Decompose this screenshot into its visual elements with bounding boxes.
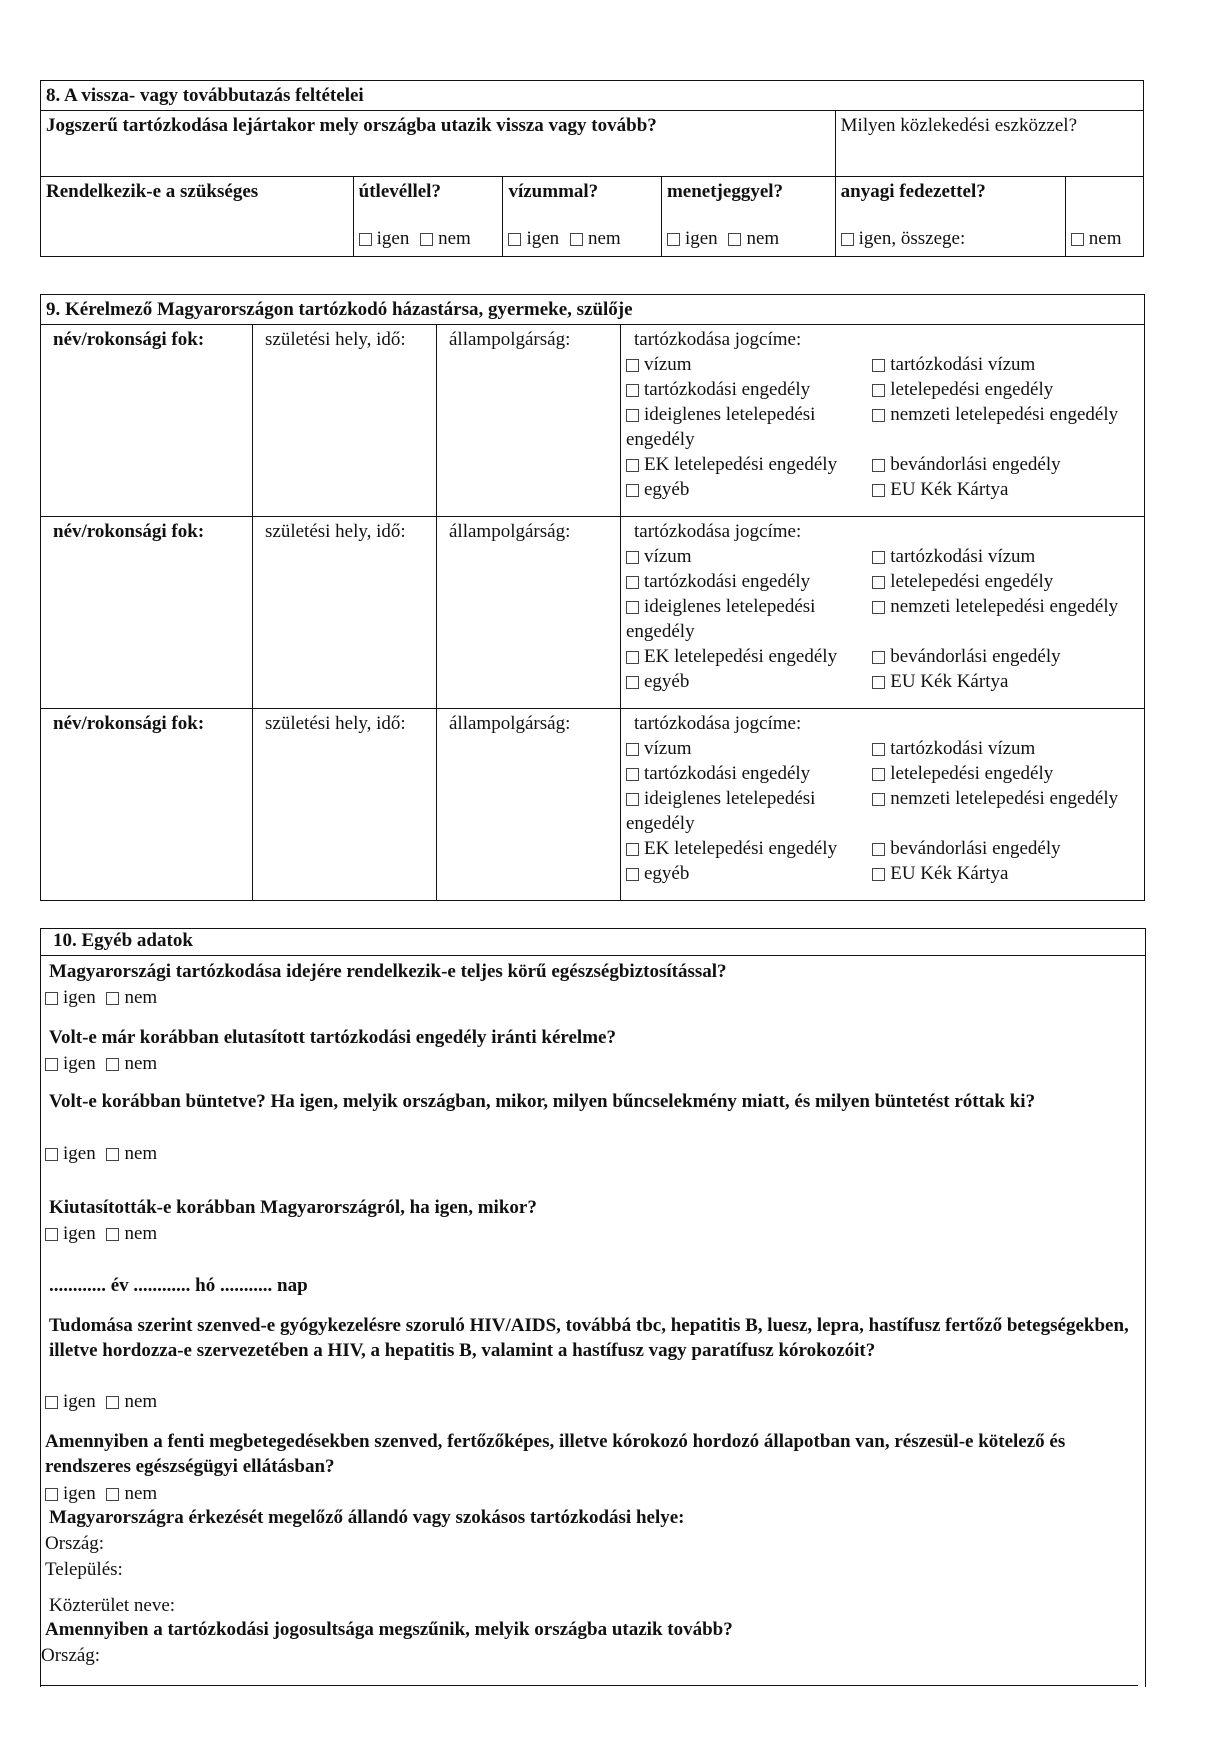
criminal-record-options [45,1141,1135,1166]
rejected-yes-label: igen [63,1053,96,1074]
passport-no-label: nem [438,228,471,249]
health-insurance-question: Magyarországi tartózkodása idejére rendelkezik-e teljes körű egészségbiztosítással? [49,961,727,982]
residence-option[interactable]: egyéb [626,861,872,886]
disease-no-label: nem [124,1391,158,1412]
section-9-table [40,294,1145,901]
treatment-no-label: nem [124,1483,158,1504]
expulsion-options [45,1221,1135,1246]
disease-no-checkbox[interactable] [106,1396,119,1409]
funds-no-option [1071,226,1138,251]
residence-options [626,544,1139,694]
residence-option[interactable]: ideiglenes letelepedési engedély [626,404,816,450]
ticket-label: menetjeggyel? [666,181,784,202]
relative-name-label: név/rokonsági fok: [41,709,253,901]
residence-option[interactable]: EK letelepedési engedély [626,836,872,861]
residence-option[interactable]: bevándorlási engedély [872,452,1139,477]
expulsion-yes-label: igen [63,1223,96,1244]
rejected-no-label: nem [124,1053,158,1074]
relative-row [41,517,1145,709]
visa-label: vízummal? [508,181,599,202]
ticket-yes-label: igen [684,228,718,249]
ticket-no-label: nem [746,228,780,249]
onward-country-question: Amennyiben a tartózkodási jogosultsága megszűnik, melyik országba utazik tovább? [45,1619,733,1640]
previous-street-field[interactable]: Közterület neve: [49,1595,176,1616]
section-10-title: 10. Egyéb adatok [53,930,193,951]
section-9-title: 9. Kérelmező Magyarországon tartózkodó házastársa, gyermeke, szülője [41,295,1145,325]
visa-no-checkbox[interactable] [570,233,583,246]
section-10 [40,928,1146,1687]
disease-yes-checkbox[interactable] [45,1396,58,1409]
expulsion-date-field[interactable]: ............ év ............ hó ........... nap [49,1275,308,1296]
funds-yes-checkbox[interactable] [841,233,854,246]
residence-option[interactable]: bevándorlási engedély [872,644,1139,669]
residence-option[interactable]: EU Kék Kártya [872,669,1139,694]
section-8-title: 8. A vissza- vagy továbbutazás feltételei [41,81,1144,111]
residence-option[interactable]: vízum [626,352,872,377]
health-insurance-options [45,985,1135,1010]
ticket-cell [661,177,835,257]
residence-option[interactable]: egyéb [626,477,872,502]
residence-option[interactable]: egyéb [626,669,872,694]
passport-label: útlevéllel? [358,181,441,202]
residence-option[interactable]: tartózkodási engedély [626,569,872,594]
criminal-record-question: Volt-e korábban büntetve? Ha igen, melyik országban, mikor, milyen bűncselekmény miatt, és milyen büntetést róttak ki? [49,1091,1036,1112]
residence-option[interactable]: nemzeti letelepedési engedély [872,786,1139,836]
residence-option[interactable]: tartózkodási engedély [626,377,872,402]
residence-option[interactable]: tartózkodási engedély [626,761,872,786]
criminal-yes-checkbox[interactable] [45,1148,58,1161]
expulsion-no-label: nem [124,1223,158,1244]
relative-citizenship-label: állampolgárság: [437,517,621,709]
treatment-no-checkbox[interactable] [106,1488,119,1501]
relative-citizenship-label: állampolgárság: [437,709,621,901]
residence-option[interactable]: ideiglenes letelepedési engedély [626,788,816,834]
residence-title: tartózkodása jogcíme: [634,329,802,350]
residence-option[interactable]: EU Kék Kártya [872,861,1139,886]
criminal-no-label: nem [124,1143,158,1164]
passport-cell [353,177,503,257]
passport-yes-checkbox[interactable] [359,233,372,246]
funds-label: anyagi fedezettel? [840,181,986,202]
residence-option[interactable]: ideiglenes letelepedési engedély [626,596,816,642]
treatment-yes-checkbox[interactable] [45,1488,58,1501]
previous-settlement-field[interactable]: Település: [45,1559,123,1580]
criminal-no-checkbox[interactable] [106,1148,119,1161]
rejected-permit-options [45,1051,1135,1076]
disease-yes-label: igen [63,1391,96,1412]
health-yes-checkbox[interactable] [45,992,58,1005]
visa-options [508,226,656,251]
ticket-options [667,226,830,251]
residence-option[interactable]: EK letelepedési engedély [626,452,872,477]
residence-option[interactable]: nemzeti letelepedési engedély [872,402,1139,452]
section-10-header [41,929,1145,956]
previous-residence-question: Magyarországra érkezését megelőző állandó vagy szokásos tartózkodási helye: [49,1507,685,1528]
relative-residence-cell [621,709,1145,901]
relative-citizenship-label: állampolgárság: [437,325,621,517]
health-no-checkbox[interactable] [106,992,119,1005]
funds-no-label: nem [1088,228,1122,249]
section-8-table [40,80,1144,257]
expulsion-no-checkbox[interactable] [106,1228,119,1241]
visa-yes-label: igen [526,228,560,249]
health-no-label: nem [124,987,158,1008]
funds-yes-label: igen, összege: [858,228,966,249]
residence-option[interactable]: nemzeti letelepedési engedély [872,594,1139,644]
rejected-no-checkbox[interactable] [106,1058,119,1071]
relative-birth-label: születési hely, idő: [253,517,437,709]
residence-title: tartózkodása jogcíme: [634,521,802,542]
has-required-label [41,177,354,257]
relative-name-label: név/rokonsági fok: [41,325,253,517]
residence-title: tartózkodása jogcíme: [634,713,802,734]
visa-cell [503,177,662,257]
residence-option[interactable]: vízum [626,544,872,569]
disease-question: Tudomása szerint szenved-e gyógykezelésre szoruló HIV/AIDS, továbbá tbc, hepatitis B, luesz, lepra, hastífusz fertőző betegségekben, illetve hordozza-e szervezetében a HIV, a hepatitis B, valamint a hastífusz vagy paratífusz kórokozóit? [49,1315,1129,1361]
funds-no-checkbox[interactable] [1071,233,1084,246]
section-10-bottom-border [40,1685,1138,1686]
return-country-question: Jogszerű tartózkodása lejártakor mely országba utazik vissza vagy tovább? [41,111,836,177]
residence-options [626,736,1139,886]
funds-no-cell [1065,177,1143,257]
rejected-permit-question: Volt-e már korábban elutasított tartózkodási engedély iránti kérelme? [49,1027,616,1048]
expulsion-question: Kiutasították-e korábban Magyarországról, ha igen, mikor? [49,1197,537,1218]
visa-yes-checkbox[interactable] [508,233,521,246]
health-yes-label: igen [63,987,96,1008]
residence-option[interactable]: letelepedési engedély [872,569,1139,594]
expulsion-yes-checkbox[interactable] [45,1228,58,1241]
has-required-text: Rendelkezik-e a szükséges [46,181,259,202]
funds-options [841,226,1060,251]
relative-birth-label: születési hely, idő: [253,709,437,901]
relative-row [41,709,1145,901]
passport-options [359,226,498,251]
residence-option[interactable]: EK letelepedési engedély [626,644,872,669]
criminal-yes-label: igen [63,1143,96,1164]
passport-no-checkbox[interactable] [420,233,433,246]
disease-options [45,1389,1135,1414]
visa-no-label: nem [587,228,621,249]
residence-option[interactable]: tartózkodási vízum [872,544,1139,569]
relative-name-label: név/rokonsági fok: [41,517,253,709]
relative-birth-label: születési hely, idő: [253,325,437,517]
treatment-options [45,1481,1135,1506]
onward-country-field[interactable]: Ország: [41,1645,101,1666]
relative-residence-cell [621,325,1145,517]
residence-option[interactable]: EU Kék Kártya [872,477,1139,502]
residence-option[interactable]: tartózkodási vízum [872,352,1139,377]
treatment-question: Amennyiben a fenti megbetegedésekben szenved, fertőzőképes, illetve kórokozó hordozó állapotban van, részesül-e kötelező és rendszeres egészségügyi ellátásban? [45,1431,1066,1477]
residence-option[interactable]: tartózkodási vízum [872,736,1139,761]
passport-yes-label: igen [376,228,410,249]
residence-option[interactable]: letelepedési engedély [872,377,1139,402]
treatment-yes-label: igen [63,1483,96,1504]
ticket-no-checkbox[interactable] [728,233,741,246]
relative-row [41,325,1145,517]
rejected-yes-checkbox[interactable] [45,1058,58,1071]
previous-country-field[interactable]: Ország: [45,1533,105,1554]
residence-option[interactable]: vízum [626,736,872,761]
residence-options [626,352,1139,502]
relative-residence-cell [621,517,1145,709]
residence-option[interactable]: bevándorlási engedély [872,836,1139,861]
ticket-yes-checkbox[interactable] [667,233,680,246]
residence-option[interactable]: letelepedési engedély [872,761,1139,786]
transport-question: Milyen közlekedési eszközzel? [835,111,1143,177]
funds-cell [835,177,1065,257]
